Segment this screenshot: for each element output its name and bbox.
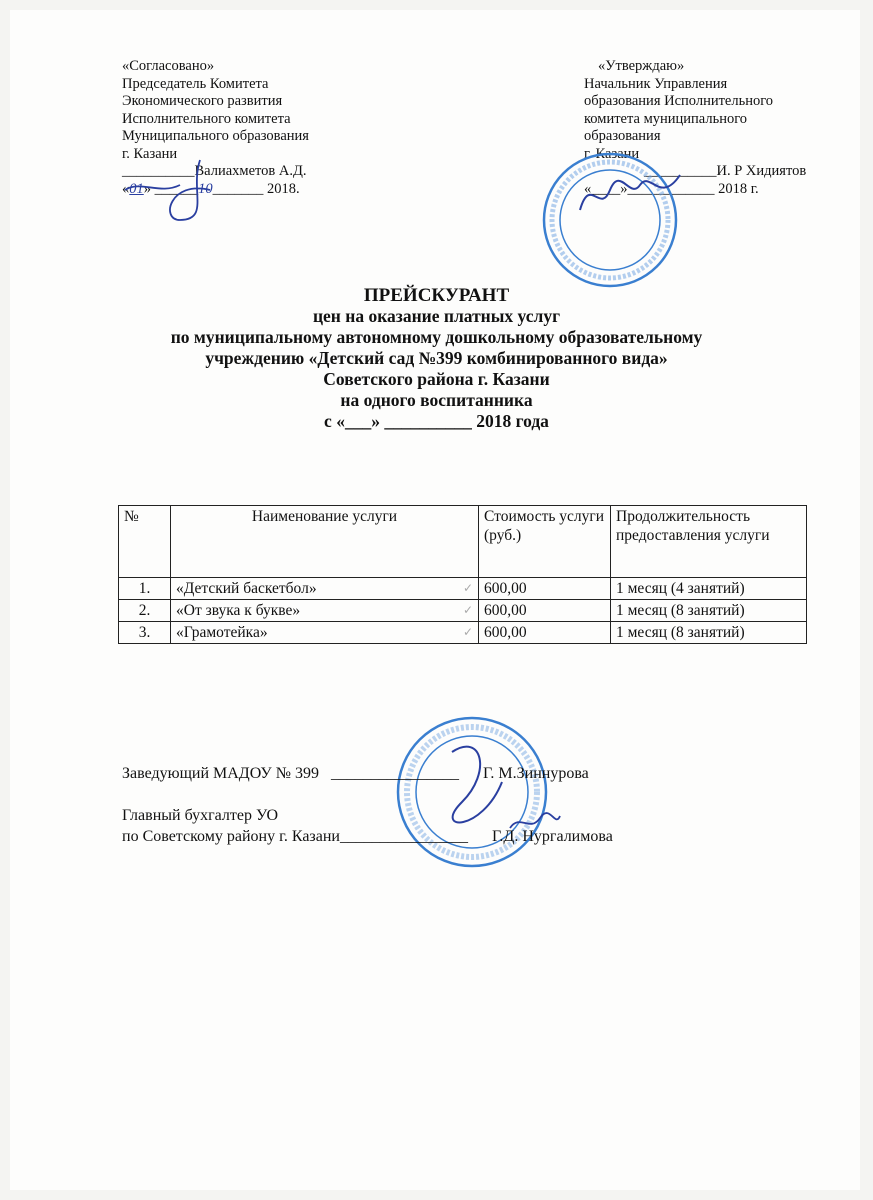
document-title bbox=[0, 285, 873, 432]
approval-right-signer: И. Р Хидиятов bbox=[716, 163, 807, 179]
approval-left-line: Муниципального образования bbox=[122, 128, 309, 144]
approval-left-month: 10 bbox=[198, 180, 213, 197]
row-price: 600,00 bbox=[479, 578, 611, 600]
row-duration: 1 месяц (8 занятий) bbox=[611, 600, 807, 622]
row-num: 2. bbox=[119, 600, 171, 622]
title-line: учреждению «Детский сад №399 комбинированного вида» bbox=[205, 348, 668, 368]
approval-right-line: комитета муниципального bbox=[584, 110, 748, 127]
approval-right: «Утверждаю» Начальник Управления образования Исполнительного комитета муниципального образования г. Казани __________И. Р Хидиятов «____»____________ 2018 г. bbox=[584, 58, 807, 197]
title-line: по муниципальному автономному дошкольному образовательному bbox=[170, 327, 703, 347]
approval-right-heading: «Утверждаю» bbox=[598, 58, 685, 74]
table-header-row bbox=[119, 506, 807, 578]
row-num: 3. bbox=[119, 622, 171, 644]
approval-right-line: образования bbox=[584, 128, 661, 144]
approval-left-heading: «Согласовано» bbox=[122, 58, 215, 74]
title-line: на одного воспитанника bbox=[340, 390, 533, 410]
accountant-name: Г.Д. Нургалимова bbox=[491, 828, 613, 845]
approval-left-day: 01 bbox=[129, 180, 144, 197]
stamp-icon bbox=[392, 712, 552, 872]
table-row bbox=[119, 622, 807, 644]
head-signature: Заведующий МАДОУ № 399 ________________ Г. М.Зиннурова bbox=[122, 765, 589, 782]
check-icon: ✓ bbox=[462, 603, 473, 617]
row-duration: 1 месяц (4 занятий) bbox=[611, 578, 807, 600]
accountant-label-1: Главный бухгалтер УО bbox=[122, 807, 279, 824]
title-line: с «___» __________ 2018 года bbox=[324, 411, 549, 431]
title-line: Советского района г. Казани bbox=[323, 369, 550, 389]
head-label: Заведующий МАДОУ № 399 bbox=[122, 765, 319, 782]
approval-left-line: Исполнительного комитета bbox=[122, 110, 291, 127]
approval-right-line: Начальник Управления bbox=[584, 75, 728, 92]
table-row bbox=[119, 600, 807, 622]
approval-left-signer: Валиахметов А.Д. bbox=[194, 163, 307, 179]
row-num: 1. bbox=[119, 578, 171, 600]
approval-right-line: образования Исполнительного bbox=[584, 93, 774, 109]
header-num: № bbox=[119, 506, 171, 578]
approval-left: «Согласовано» Председатель Комитета Экономического развития Исполнительного комитета Муниципального образования г. Казани __________Валиахметов А.Д. «01» ______10_______ 2018. bbox=[122, 58, 309, 197]
accountant-label-2: по Советскому району г. Казани bbox=[122, 828, 340, 845]
approval-left-year: 2018. bbox=[267, 180, 300, 197]
row-name: «Грамотейка» ✓ bbox=[171, 622, 479, 644]
signature-icon bbox=[570, 170, 690, 220]
check-icon: ✓ bbox=[462, 625, 473, 639]
row-price: 600,00 bbox=[479, 600, 611, 622]
check-icon: ✓ bbox=[462, 581, 473, 595]
price-table bbox=[118, 505, 807, 644]
approval-left-line: Председатель Комитета bbox=[122, 75, 269, 92]
approval-left-line: Экономического развития bbox=[122, 93, 283, 109]
header-duration: Продолжительность предоставления услуги bbox=[611, 506, 807, 578]
signature-icon bbox=[120, 150, 230, 230]
header-price: Стоимость услуги (руб.) bbox=[479, 506, 611, 578]
row-name: «От звука к букве» ✓ bbox=[171, 600, 479, 622]
approval-right-year: 2018 г. bbox=[718, 180, 759, 197]
table-row bbox=[119, 578, 807, 600]
accountant-signature: по Советскому району г. Казани________________ Г.Д. Нургалимова bbox=[122, 828, 613, 845]
title-line: цен на оказание платных услуг bbox=[312, 306, 561, 326]
approval-right-line: г. Казани bbox=[584, 145, 640, 162]
head-name: Г. М.Зиннурова bbox=[482, 765, 589, 782]
approval-left-line: г. Казани bbox=[122, 145, 178, 162]
header-name: Наименование услуги bbox=[171, 506, 479, 578]
row-duration: 1 месяц (8 занятий) bbox=[611, 622, 807, 644]
row-price: 600,00 bbox=[479, 622, 611, 644]
row-name: «Детский баскетбол» ✓ bbox=[171, 578, 479, 600]
title-main: ПРЕЙСКУРАНТ bbox=[363, 285, 510, 306]
